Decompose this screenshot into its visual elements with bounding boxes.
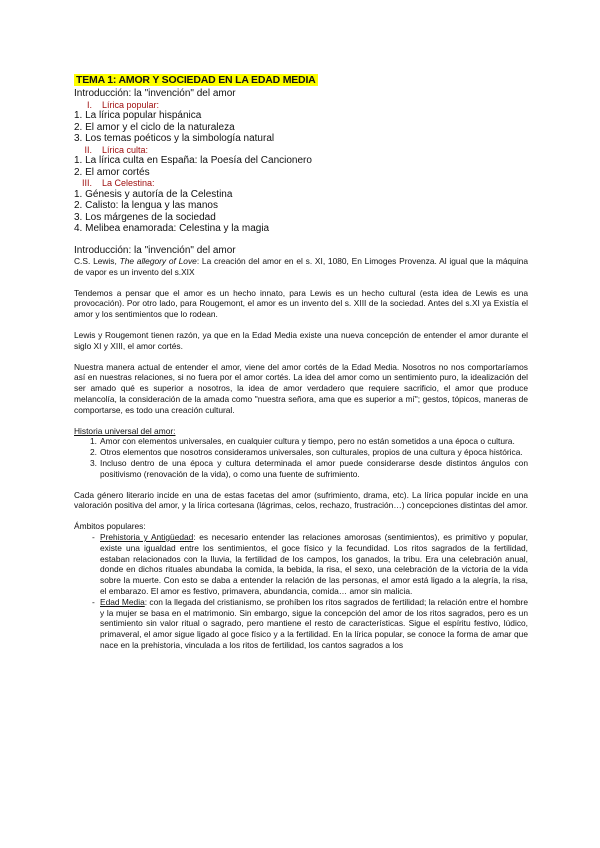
list-item: - Edad Media: con la llegada del cristianismo, se prohíben los ritos sagrados de fertilidad; la relación entre el hombre y la mujer se basa en el matrimonio. Sin embargo, sigue la concepción del amor de los ritos sagrados, pero es un sentimiento sin valor ritual o sagrado, pero mantiene el resto de características. Sigue el espíritu festivo, lúdico, primaveral, el amor sigue ligado al goce físico y a la fertilidad. En la lírica popular, se conoce la forma de amar que nace en la prehistoria, vinculada a los ritos de fertilidad, los cantos sagrados a los [92,596,528,650]
document-title: TEMA 1: AMOR Y SOCIEDAD EN LA EDAD MEDIA [76,74,316,86]
intro-heading: Introducción: la "invención" del amor [74,244,236,256]
toc-section-heading: I. Lírica popular: [86,99,160,110]
toc-item: 2. El amor cortés [74,166,150,178]
toc-item: 3. Los temas poéticos y la simbología natural [74,133,275,144]
toc-item: 1. La lírica popular hispánica [74,110,202,121]
toc-section-heading: III. La Celestina: [81,178,155,188]
toc-item: 3. Los márgenes de la sociedad [74,211,216,223]
toc-intro: Introducción: la "invención" del amor [74,88,236,99]
section-heading-historia: Historia universal del amor: [74,425,176,436]
section-heading-ambitos: Ámbitos populares: [74,521,146,532]
ambitos-list [74,532,528,651]
list-item: 2. Otros elementos que nosotros consideramos universales, son culturales, propios de una cultura y época histórica. [90,447,523,458]
list-item: 3. Incluso dentro de una época y cultura determinada el amor puede considerarse desde distintos ángulos con positivismo (renovación de la vida), o como una fuente de sufrimiento. [90,457,528,479]
toc-item: 1. Génesis y autoría de la Celestina [74,188,233,200]
list-item: - Prehistoria y Antigüedad: es necesario entender las relaciones amorosas (sentimientos), es primitivo y popular, existe una igualdad entre los sentimientos, el goce físico y la fecundidad. Los ritos sagrados de la fertilidad, estaban relacionados con la lluvia, la fertilidad de los campos, los ganados, la tribu. Era una celebración anual, donde en dichos rituales abundaba la comida, la bebida, la risa, el sexo, una celebración de la victoria de la vida sobre la muerte. Con esto se daba a entender la relación de las personas, el amor está ligado a la alegría, la risa, el embarazo. El amor es festivo, primavera, abundancia, comida… amor sin malicia. [92,531,528,596]
paragraph: Tendemos a pensar que el amor es un hecho innato, para Lewis es un hecho cultural (esta idea de Lewis es una provocación). Por otro lado, para Rougemont, el amor es un invento del s. XIII de la sociedad. Antes del s.XI ya Existía el amor y los sentimientos que lo rodean. [74,287,528,320]
toc-item: 2. Calisto: la lengua y las manos [74,200,218,211]
intro-citation: C.S. Lewis, The allegory of Love: La creación del amor en el s. XI, 1080, En Limoges Provenza. Al igual que la máquina de vapor es un invento del s.XIX [74,256,528,277]
toc-item: 2. El amor y el ciclo de la naturaleza [74,121,235,133]
paragraph: Nuestra manera actual de entender el amor, viene del amor cortés de la Edad Media. Nosotros no nos comportaríamos así en nuestras relaciones, si no fuera por el amor cortés. La idea del amor como un sentimiento puro, la idealización del ser amado qué es superior a nosotros, la idea de amor verdadero que requiere sacrificio, el amor que produce melancolía, la consideración de la amada como "nuestra señora, ama que es superior a mí"; gestos, tópicos, maneras de comportarse, es todo una creación cultural. [74,361,528,415]
toc-item: 4. Melibea enamorada: Celestina y la magia [74,223,270,234]
toc-section-heading: II. Lírica culta: [84,144,149,155]
historia-list [74,436,528,479]
paragraph: Cada género literario incide en una de estas facetas del amor (sufrimiento, drama, etc). La lírica popular incide en una valoración positiva del amor, y la lírica cortesana (lágrimas, celos, rechazo, frustración…) concepciones distintas del amor. [74,489,528,511]
document-page [74,70,528,651]
toc-item: 1. La lírica culta en España: la Poesía del Cancionero [74,155,312,166]
list-item: 1. Amor con elementos universales, en cualquier cultura y tiempo, pero no están sometidos a una época o cultura. [90,436,515,447]
paragraph: Lewis y Rougemont tienen razón, ya que en la Edad Media existe una nueva concepción de entender el amor durante el siglo XI y XIII, el amor cortés. [74,329,528,351]
